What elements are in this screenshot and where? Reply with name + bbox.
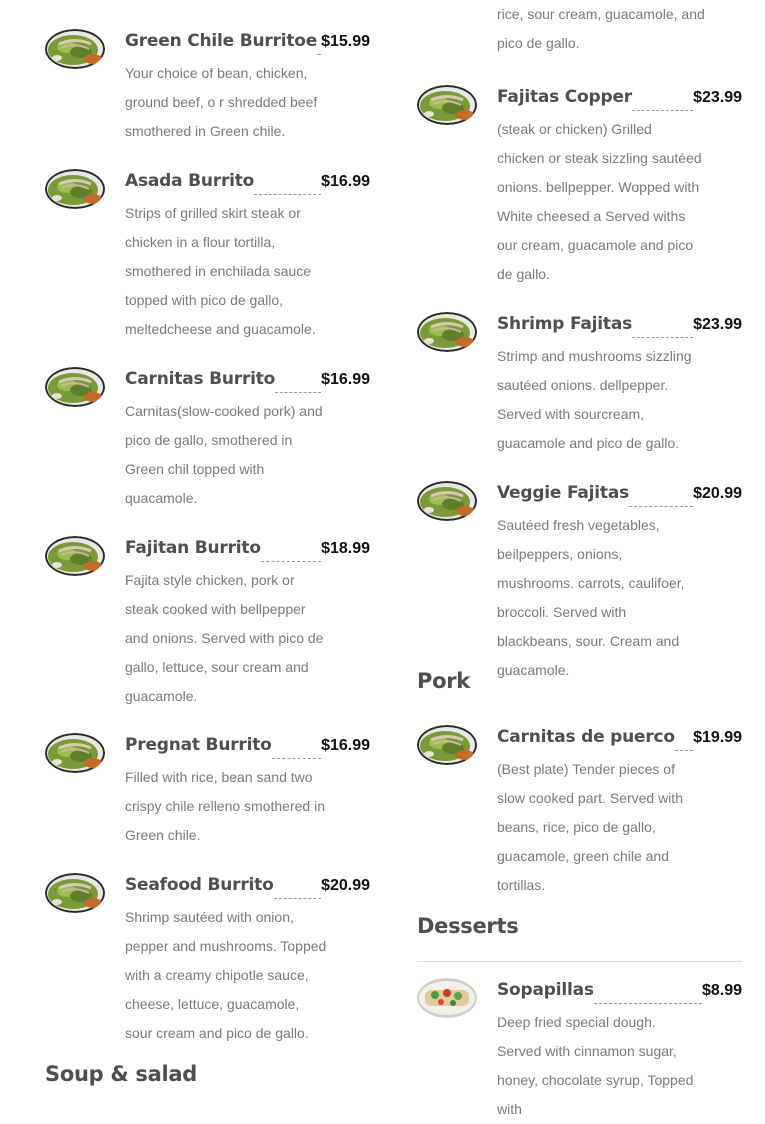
item-price: $23.99 <box>693 316 742 333</box>
item-name: Carnitas Burrito <box>125 369 276 389</box>
section-divider <box>417 961 742 962</box>
item-description: Deep fried special dough. Served with cinnamon sugar, honey, chocolate syrup, Topped with <box>497 1014 694 1117</box>
section-heading-soup-salad: Soup & salad <box>45 1062 197 1086</box>
item-description: Sautéed fresh vegetables, beilpeppers, onions, mushrooms. carrots, caulifoer, broccoli. Served with blackbeans, sour. Cream and guacamole. <box>497 517 685 678</box>
burrito-plate-image <box>45 536 105 576</box>
item-price: $18.99 <box>321 540 370 557</box>
item-price: $16.99 <box>321 371 370 388</box>
dotted-leader <box>632 109 693 111</box>
item-description: Filled with rice, bean sand two crispy chile relleno smothered in Green chile. <box>125 769 325 843</box>
item-name: Green Chile Burritoe <box>125 31 318 51</box>
burrito-plate-image <box>45 367 105 407</box>
item-price: $19.99 <box>693 729 742 746</box>
item-price: $15.99 <box>321 33 370 50</box>
item-name: Pregnat Burrito <box>125 735 272 755</box>
item-description: Your choice of bean, chicken, ground beef, o r shredded beef smothered in Green chile. <box>125 65 318 139</box>
dotted-leader <box>675 749 693 751</box>
item-name: Shrimp Fajitas <box>497 314 633 334</box>
salad-plate-image <box>417 978 477 1018</box>
item-description: Shrimp sautéed with onion, pepper and mushrooms. Topped with a creamy chipotle sauce, cheese, lettuce, guacamole, sour cream and pico de gallo. <box>125 909 327 1041</box>
item-price: $8.99 <box>701 982 742 999</box>
item-name: Asada Burrito <box>125 171 255 191</box>
dotted-leader <box>272 757 321 759</box>
item-price: $20.99 <box>693 485 742 502</box>
item-description: (steak or chicken) Grilled chicken or steak sizzling sautéed onions. bellpepper. Wopped with White cheesed a Served withs our cream, guacamole and pico de gallo. <box>497 121 702 282</box>
item-name: Veggie Fajitas <box>497 483 630 503</box>
dotted-leader <box>274 897 322 899</box>
burrito-plate-image <box>45 169 105 209</box>
burrito-plate-image <box>417 312 477 352</box>
item-description: Strimp and mushrooms sizzling sautéed onions. dellpepper. Served with sourcream, guacamole and pico de gallo. <box>497 348 692 451</box>
item-price: $16.99 <box>321 173 370 190</box>
burrito-plate-image <box>417 725 477 765</box>
item-name: Fajitas Copper <box>497 87 632 107</box>
item-description: Carnitas(slow-cooked pork) and pico de gallo, smothered in Green chil topped with quacamole. <box>125 403 323 506</box>
section-heading-desserts: Desserts <box>417 914 519 938</box>
dotted-leader <box>254 193 321 195</box>
item-name: Sopapillas <box>497 980 594 1000</box>
burrito-plate-image <box>417 481 477 521</box>
burrito-plate-image <box>45 873 105 913</box>
dotted-leader <box>629 505 693 507</box>
dotted-leader <box>594 1002 702 1004</box>
section-heading-pork: Pork <box>417 669 470 693</box>
item-description: (Best plate) Tender pieces of slow cooked part. Served with beans, rice, pico de gallo, guacamole, green chile and tortillas. <box>497 761 683 893</box>
item-price: $16.99 <box>321 737 370 754</box>
item-name: Fajitan Burrito <box>125 538 261 558</box>
burrito-plate-image <box>45 733 105 773</box>
item-description-continued: rice, sour cream, guacamole, and pico de gallo. <box>497 6 705 51</box>
item-name: Carnitas de puerco <box>497 727 675 747</box>
dotted-leader <box>261 560 321 562</box>
dotted-leader <box>632 336 693 338</box>
item-description: Fajita style chicken, pork or steak cooked with bellpepper and onions. Served with pico de gallo, lettuce, sour cream and guacamole. <box>125 572 324 704</box>
item-description: Strips of grilled skirt steak or chicken in a flour tortilla, smothered in enchilada sauce topped with pico de gallo, meltedcheese and guacamole. <box>125 205 316 337</box>
dotted-leader <box>317 53 321 55</box>
item-name: Seafood Burrito <box>125 875 274 895</box>
item-price: $23.99 <box>693 89 742 106</box>
item-price: $20.99 <box>321 877 370 894</box>
dotted-leader <box>275 391 321 393</box>
burrito-plate-image <box>417 85 477 125</box>
burrito-plate-image <box>45 29 105 69</box>
